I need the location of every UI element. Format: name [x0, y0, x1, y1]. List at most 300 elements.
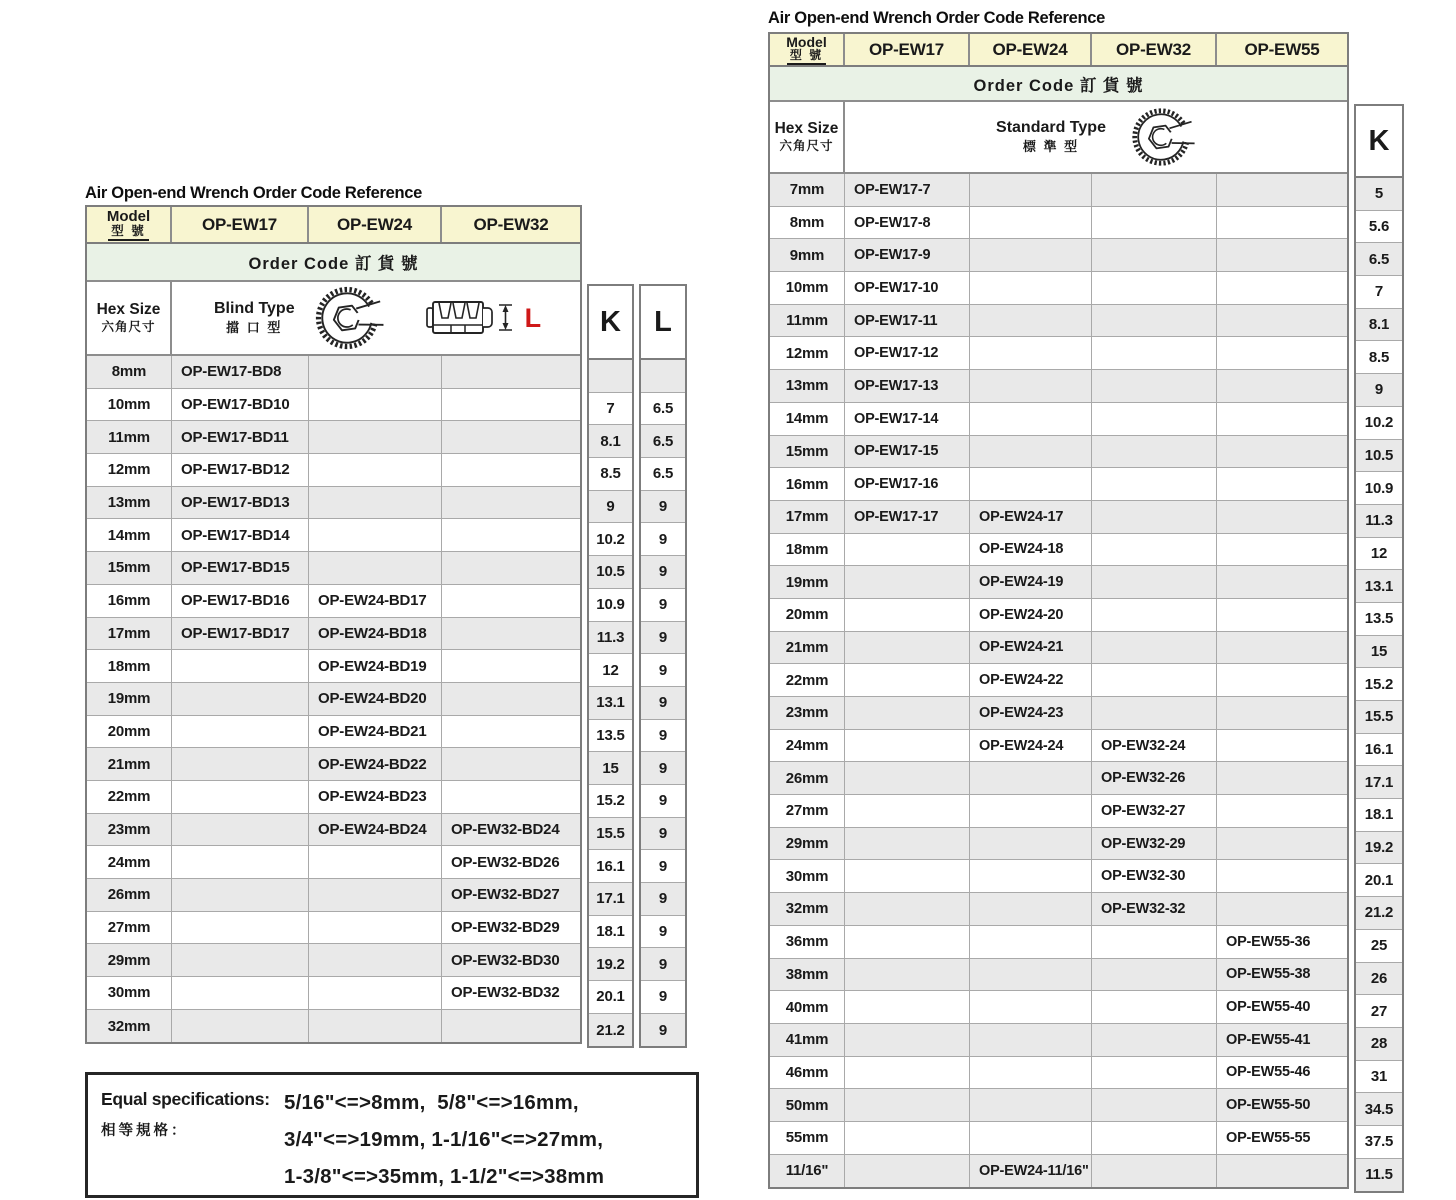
table-cell [1092, 436, 1217, 468]
table-row [589, 981, 632, 1014]
table-row [87, 356, 580, 389]
table-cell [309, 1010, 442, 1043]
l-column-body [641, 360, 685, 1046]
table-cell: 38mm [770, 959, 845, 991]
table-row [589, 883, 632, 916]
table-cell [1217, 893, 1347, 925]
table-cell [1092, 468, 1217, 500]
table-row [1356, 211, 1402, 244]
table-row [589, 916, 632, 949]
table-cell: 9 [658, 498, 668, 516]
table-row [770, 795, 1347, 828]
table-cell [172, 1010, 309, 1043]
table-row [87, 977, 580, 1010]
table-cell [1092, 991, 1217, 1023]
table-cell: 10.9 [596, 596, 625, 614]
table-cell: 11mm [770, 305, 845, 337]
table-cell [1217, 403, 1347, 435]
table-cell: OP-EW32-30 [1092, 860, 1217, 892]
table-cell [1217, 468, 1347, 500]
table-cell: OP-EW17-BD11 [172, 421, 309, 453]
table-cell: 12mm [87, 454, 172, 486]
table-cell: 20.1 [1364, 871, 1394, 889]
table-cell: OP-EW17-BD13 [172, 487, 309, 519]
table-cell: OP-EW32-26 [1092, 762, 1217, 794]
table-row [770, 207, 1347, 240]
table-row [770, 566, 1347, 599]
table-cell: 30mm [770, 860, 845, 892]
table-row [87, 421, 580, 454]
table-cell: 9 [658, 596, 668, 614]
table-cell: 46mm [770, 1057, 845, 1089]
table-cell: 6.5 [1368, 250, 1390, 268]
table-row [87, 814, 580, 847]
table-cell: OP-EW17-11 [845, 305, 970, 337]
table-cell [970, 272, 1092, 304]
table-row [770, 860, 1347, 893]
table-cell: 15mm [87, 552, 172, 584]
table-row [87, 944, 580, 977]
table-cell: 10.9 [1364, 479, 1394, 497]
hex-size-label-zh: 六角尺寸 [101, 320, 156, 334]
table-row [770, 272, 1347, 305]
table-cell: 15mm [770, 436, 845, 468]
type-label-zh: 標 準 型 [1022, 139, 1080, 154]
table-row [589, 425, 632, 458]
table-cell [845, 599, 970, 631]
table-cell: 9 [658, 988, 668, 1006]
dimension-letter: L [524, 302, 542, 333]
table-cell [970, 207, 1092, 239]
table-cell: 13.1 [596, 694, 625, 712]
table-cell [1092, 1089, 1217, 1121]
table-cell: OP-EW24-BD23 [309, 781, 442, 813]
table-cell: 10mm [770, 272, 845, 304]
table-cell [309, 421, 442, 453]
table-cell: 29mm [770, 828, 845, 860]
table-row [1356, 341, 1402, 374]
table-cell: OP-EW17-17 [845, 501, 970, 533]
table-cell: OP-EW17-BD15 [172, 552, 309, 584]
table-cell [442, 716, 580, 748]
table-cell: 9 [658, 661, 668, 679]
table-cell: OP-EW55-55 [1226, 1129, 1311, 1146]
table-cell: OP-EW32-BD30 [451, 951, 560, 969]
table-cell: OP-EW17-14 [845, 403, 970, 435]
table-row [770, 370, 1347, 403]
k-column-body [589, 360, 632, 1046]
table-cell [845, 959, 970, 991]
table-cell [845, 1122, 970, 1154]
table-cell: 41mm [770, 1024, 845, 1056]
table-cell [845, 795, 970, 827]
table-row [770, 1122, 1347, 1155]
table-cell [970, 239, 1092, 271]
table-cell: 10.2 [596, 530, 625, 548]
table-cell: 10mm [87, 389, 172, 421]
table-cell [845, 1089, 970, 1121]
table-cell: 22mm [87, 781, 172, 813]
table-row [641, 916, 685, 949]
table-row [589, 491, 632, 524]
toothed-wrench-head-icon [309, 280, 385, 356]
table-cell: 13.5 [596, 726, 625, 744]
table-cell [970, 926, 1092, 958]
table-cell [1092, 664, 1217, 696]
table-cell [1217, 174, 1347, 206]
table-row [589, 948, 632, 981]
table-cell: 9 [658, 857, 668, 875]
hex-size-header [770, 102, 845, 172]
table-cell: OP-EW17-BD16 [172, 585, 309, 617]
table-cell: 12 [602, 661, 619, 679]
equal-spec-line: 1-3/8"<=>35mm, 1-1/2"<=>38mm [284, 1165, 605, 1188]
table-cell: 31 [1370, 1067, 1388, 1085]
table-cell: 11.3 [596, 628, 625, 646]
table-row [770, 501, 1347, 534]
table-cell: OP-EW32-BD24 [451, 820, 560, 838]
table-cell: OP-EW24-BD20 [309, 683, 442, 715]
table-cell: 9 [658, 923, 668, 941]
table-cell: 8.1 [600, 432, 621, 450]
table-cell [1092, 697, 1217, 729]
model-code-cell: OP-EW17 [172, 207, 309, 242]
table-row [589, 1014, 632, 1047]
table-row [1356, 701, 1402, 734]
table-cell [1217, 828, 1347, 860]
model-label-en: Model [106, 207, 151, 225]
table-row [1356, 1093, 1402, 1126]
table-row [589, 556, 632, 589]
table-cell [442, 454, 580, 486]
table-cell [845, 893, 970, 925]
table-cell: 25 [1370, 937, 1388, 955]
table-cell: 9 [1374, 381, 1384, 399]
table-cell [442, 421, 580, 453]
table-cell: 27 [1370, 1002, 1388, 1020]
table-row [589, 523, 632, 556]
table-cell: 5 [1374, 185, 1384, 203]
table-cell [970, 174, 1092, 206]
table-cell [1217, 566, 1347, 598]
table-cell: OP-EW32-24 [1092, 730, 1217, 762]
table-cell: OP-EW24-18 [970, 534, 1092, 566]
table-cell [442, 356, 580, 388]
table-cell [845, 762, 970, 794]
table-row [770, 664, 1347, 697]
table-cell: OP-EW17-9 [845, 239, 970, 271]
type-label [214, 299, 295, 337]
right-order-table [768, 32, 1349, 1189]
table-row [770, 730, 1347, 763]
table-row [589, 752, 632, 785]
table-cell: OP-EW24-20 [970, 599, 1092, 631]
table-cell: 18mm [87, 650, 172, 682]
table-cell [1092, 272, 1217, 304]
table-cell [1217, 664, 1347, 696]
table-row [770, 403, 1347, 436]
table-cell: OP-EW17-16 [845, 468, 970, 500]
table-cell: OP-EW24-BD21 [309, 716, 442, 748]
table-row [589, 720, 632, 753]
table-cell [1092, 501, 1217, 533]
table-cell: 26mm [770, 762, 845, 794]
table-row [1356, 178, 1402, 211]
table-cell: 19mm [770, 566, 845, 598]
table-cell [309, 454, 442, 486]
table-cell: 21.2 [596, 1021, 625, 1039]
table-cell: 24mm [770, 730, 845, 762]
table-row [641, 556, 685, 589]
table-cell: 8.1 [1368, 316, 1390, 334]
table-cell: OP-EW17-15 [845, 436, 970, 468]
table-cell: 12mm [770, 337, 845, 369]
table-cell: 11.3 [1365, 512, 1393, 530]
table-cell: 26 [1370, 969, 1388, 987]
table-cell [1217, 697, 1347, 729]
table-cell: OP-EW32-BD29 [451, 919, 560, 937]
table-cell [172, 814, 309, 846]
table-cell: 15.2 [596, 792, 625, 810]
l-column-header: L [641, 286, 685, 360]
table-row [641, 785, 685, 818]
hex-size-header [87, 282, 172, 354]
table-cell [309, 389, 442, 421]
table-cell: 32mm [770, 893, 845, 925]
table-cell [970, 893, 1092, 925]
table-cell: 15.5 [1364, 708, 1394, 726]
table-cell: 18.1 [1364, 806, 1394, 824]
table-cell: 9 [658, 792, 668, 810]
model-label-zh: 型 號 [787, 49, 826, 65]
table-cell: 5.6 [1368, 218, 1390, 236]
table-row [1356, 799, 1402, 832]
table-cell [442, 781, 580, 813]
table-row [1356, 1159, 1402, 1192]
table-cell: 36mm [770, 926, 845, 958]
table-cell [1217, 436, 1347, 468]
table-row [1356, 1061, 1402, 1094]
equal-spec-label-en: Equal specifications: [101, 1089, 270, 1109]
table-cell [970, 1024, 1092, 1056]
wrench-side-profile-icon [425, 295, 517, 341]
table-cell: 6.5 [652, 400, 674, 418]
table-cell: OP-EW24-11/16" [970, 1155, 1092, 1188]
table-cell: 9 [606, 498, 615, 516]
table-cell [442, 748, 580, 780]
equal-specifications-box [85, 1072, 699, 1198]
table-row [1356, 440, 1402, 473]
table-cell: OP-EW17-BD14 [172, 519, 309, 551]
model-header-row [87, 207, 580, 244]
table-cell: 6.5 [652, 465, 674, 483]
table-cell: OP-EW24-BD22 [309, 748, 442, 780]
table-row [1356, 668, 1402, 701]
table-row [87, 912, 580, 945]
table-row [1356, 897, 1402, 930]
table-cell [442, 1010, 580, 1043]
model-label-en: Model [786, 33, 827, 50]
table-cell: 10.5 [1364, 446, 1394, 464]
table-cell: 16.1 [596, 857, 625, 875]
table-cell [845, 534, 970, 566]
table-row [770, 762, 1347, 795]
table-cell [1092, 1155, 1217, 1188]
equal-spec-line: 5/16"<=>8mm, 5/8"<=>16mm, [284, 1091, 579, 1114]
table-cell: 6.5 [652, 432, 674, 450]
table-row [87, 781, 580, 814]
table-cell [1217, 534, 1347, 566]
table-cell [845, 730, 970, 762]
table-cell: 14mm [87, 519, 172, 551]
table-cell: 29mm [87, 944, 172, 976]
table-cell: OP-EW24-BD17 [309, 585, 442, 617]
table-row [1356, 538, 1402, 571]
table-cell [970, 337, 1092, 369]
table-cell: 9 [658, 530, 668, 548]
table-row [1356, 505, 1402, 538]
table-cell [1092, 207, 1217, 239]
table-row [1356, 963, 1402, 996]
table-cell: 16.1 [1364, 741, 1394, 759]
table-cell [1217, 860, 1347, 892]
l-column [639, 284, 687, 1048]
type-label-zh: 擋 口 型 [226, 320, 283, 335]
table-cell: 11mm [87, 421, 172, 453]
model-code-cell: OP-EW32 [1092, 34, 1217, 65]
column-header-row [770, 102, 1347, 174]
table-cell [309, 487, 442, 519]
equal-spec-label-zh: 相等規格： [101, 1123, 189, 1139]
table-cell: 18.1 [596, 923, 625, 941]
table-cell: OP-EW24-BD24 [309, 814, 442, 846]
table-cell: 7 [606, 400, 615, 418]
table-row [1356, 309, 1402, 342]
table-cell [1217, 305, 1347, 337]
table-cell [1092, 239, 1217, 271]
table-cell: OP-EW24-23 [970, 697, 1092, 729]
table-row [87, 618, 580, 651]
table-cell: 9 [658, 759, 668, 777]
right-table-body [770, 174, 1347, 1187]
table-row [589, 589, 632, 622]
table-cell: 21mm [87, 748, 172, 780]
table-cell: 13mm [770, 370, 845, 402]
table-cell: OP-EW55-38 [1226, 966, 1311, 983]
table-cell: 40mm [770, 991, 845, 1023]
table-cell [970, 860, 1092, 892]
table-row [87, 585, 580, 618]
table-cell: 8mm [87, 356, 172, 388]
table-cell [172, 846, 309, 878]
table-cell [970, 403, 1092, 435]
table-cell: 8.5 [600, 465, 621, 483]
table-cell [442, 389, 580, 421]
table-cell: 24mm [87, 846, 172, 878]
table-cell [1092, 1057, 1217, 1089]
table-cell [845, 1155, 970, 1188]
table-cell: 15.5 [596, 824, 625, 842]
table-row [589, 818, 632, 851]
table-cell [970, 828, 1092, 860]
model-code-cell: OP-EW24 [970, 34, 1092, 65]
table-cell [1217, 207, 1347, 239]
table-cell [845, 991, 970, 1023]
table-cell: 13mm [87, 487, 172, 519]
table-cell: 28 [1370, 1035, 1388, 1053]
table-cell: 9 [658, 726, 668, 744]
table-cell [442, 683, 580, 715]
table-cell: OP-EW24-21 [970, 632, 1092, 664]
model-header-row [770, 34, 1347, 67]
left-table-body [87, 356, 580, 1042]
table-cell [1092, 403, 1217, 435]
table-cell [309, 846, 442, 878]
table-cell [309, 977, 442, 1009]
table-row [589, 850, 632, 883]
table-cell [970, 795, 1092, 827]
table-cell: 9 [658, 890, 668, 908]
table-cell: 21mm [770, 632, 845, 664]
table-cell: 37.5 [1364, 1133, 1394, 1151]
table-cell: 7mm [770, 174, 845, 206]
table-cell [442, 552, 580, 584]
table-cell [172, 748, 309, 780]
right-table-title: Air Open-end Wrench Order Code Reference [768, 9, 1106, 27]
table-row [641, 720, 685, 753]
table-row [87, 454, 580, 487]
table-cell [845, 664, 970, 696]
type-header [172, 282, 580, 354]
table-cell [1092, 1122, 1217, 1154]
table-row [589, 458, 632, 491]
table-row [770, 893, 1347, 926]
table-cell [845, 1057, 970, 1089]
table-cell [172, 683, 309, 715]
table-row [1356, 243, 1402, 276]
table-cell: 11/16" [770, 1155, 845, 1188]
table-cell: 9 [658, 824, 668, 842]
table-cell: 21.2 [1364, 904, 1394, 922]
table-cell [1092, 959, 1217, 991]
table-cell: OP-EW17-BD8 [172, 356, 309, 388]
table-cell [172, 944, 309, 976]
table-cell: 13.5 [1364, 610, 1394, 628]
table-cell [309, 356, 442, 388]
table-cell: OP-EW55-50 [1226, 1097, 1311, 1114]
table-row [589, 360, 632, 393]
table-cell: 27mm [770, 795, 845, 827]
table-row [770, 926, 1347, 959]
table-cell [1217, 370, 1347, 402]
type-label-en: Standard Type [996, 119, 1106, 136]
table-cell [1092, 534, 1217, 566]
table-cell [1217, 1155, 1347, 1188]
table-cell: 17mm [770, 501, 845, 533]
table-cell [1092, 305, 1217, 337]
table-row [1356, 864, 1402, 897]
table-cell: 55mm [770, 1122, 845, 1154]
table-cell: OP-EW17-BD17 [172, 618, 309, 650]
table-row [770, 1089, 1347, 1122]
table-cell: 12 [1370, 544, 1388, 562]
table-cell: 15 [602, 759, 619, 777]
model-label-zh: 型 號 [108, 224, 148, 241]
table-cell: 26mm [87, 879, 172, 911]
column-header-row [87, 282, 580, 356]
table-row [770, 991, 1347, 1024]
table-cell: 19mm [87, 683, 172, 715]
